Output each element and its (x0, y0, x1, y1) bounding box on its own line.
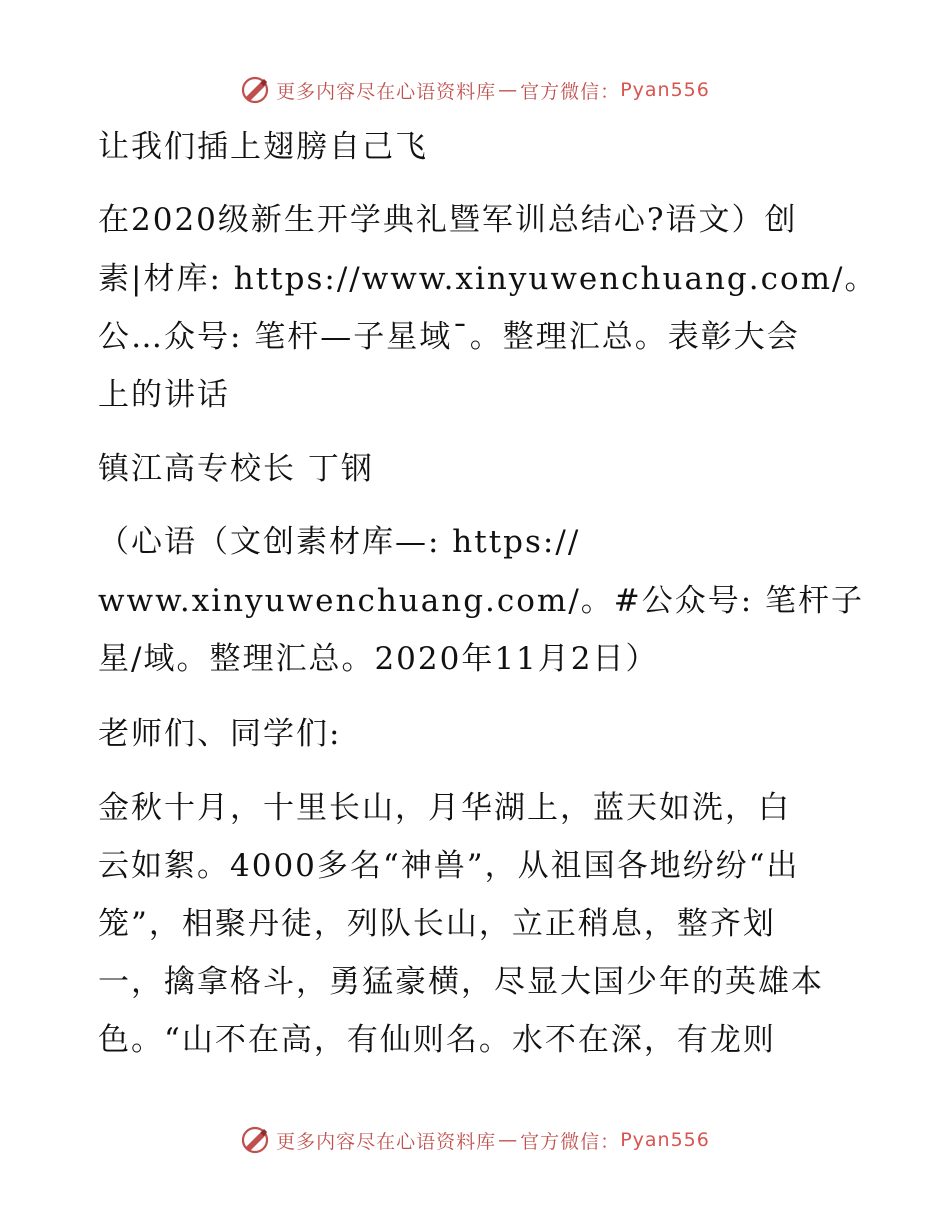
footer-banner (0, 1120, 950, 1160)
banner-wechat-label: 官方微信： (520, 80, 621, 103)
banner-text: 更多内容尽在心语资料库 (276, 1130, 497, 1153)
pen-logo-icon (240, 1125, 270, 1155)
doc-line: 在2020级新生开学典礼暨军训总结心?语文）创 (98, 202, 798, 238)
doc-author: 镇江高专校长 丁钢 (98, 451, 374, 487)
doc-line: 金秋十月，十里长山，月华湖上，蓝天如洗，白 (98, 790, 791, 826)
banner-wechat-label: 官方微信： (520, 1130, 621, 1153)
pen-logo-icon (240, 75, 270, 105)
doc-line: 素|材库: https://www.xinyuwenchuang.com/。 (98, 261, 878, 297)
doc-line: 星/域。整理汇总。2020年11月2日） (98, 641, 659, 677)
doc-line: 一，擒拿格斗，勇猛豪横，尽显大国少年的英雄本 (98, 964, 824, 1000)
banner-text: 更多内容尽在心语资料库 (276, 80, 497, 103)
doc-title: 让我们插上翅膀自己飞 (98, 129, 428, 165)
doc-line: www.xinyuwenchuang.com/。#公众号: 笔杆子 (98, 583, 865, 619)
doc-line: 笼”，相聚丹徒，列队长山，立正稍息，整齐划 (98, 906, 776, 942)
doc-line: 色。“山不在高，有仙则名。水不在深，有龙则 (98, 1022, 776, 1058)
doc-line: 云如絮。4000多名“神兽”，从祖国各地纷纷“出 (98, 848, 800, 884)
doc-line: （心语（文创素材库—: https:// (98, 524, 581, 560)
banner-separator: — (498, 1129, 519, 1151)
header-banner (0, 70, 950, 110)
banner-wechat-id: Pyan556 (620, 79, 710, 101)
doc-line: 公…众号: 笔杆—子星域¯。整理汇总。表彰大会 (98, 319, 800, 355)
doc-greeting: 老师们、同学们: (98, 716, 342, 752)
banner-separator: — (498, 79, 519, 101)
doc-line: 上的讲话 (98, 377, 230, 413)
banner-wechat-id: Pyan556 (620, 1129, 710, 1151)
